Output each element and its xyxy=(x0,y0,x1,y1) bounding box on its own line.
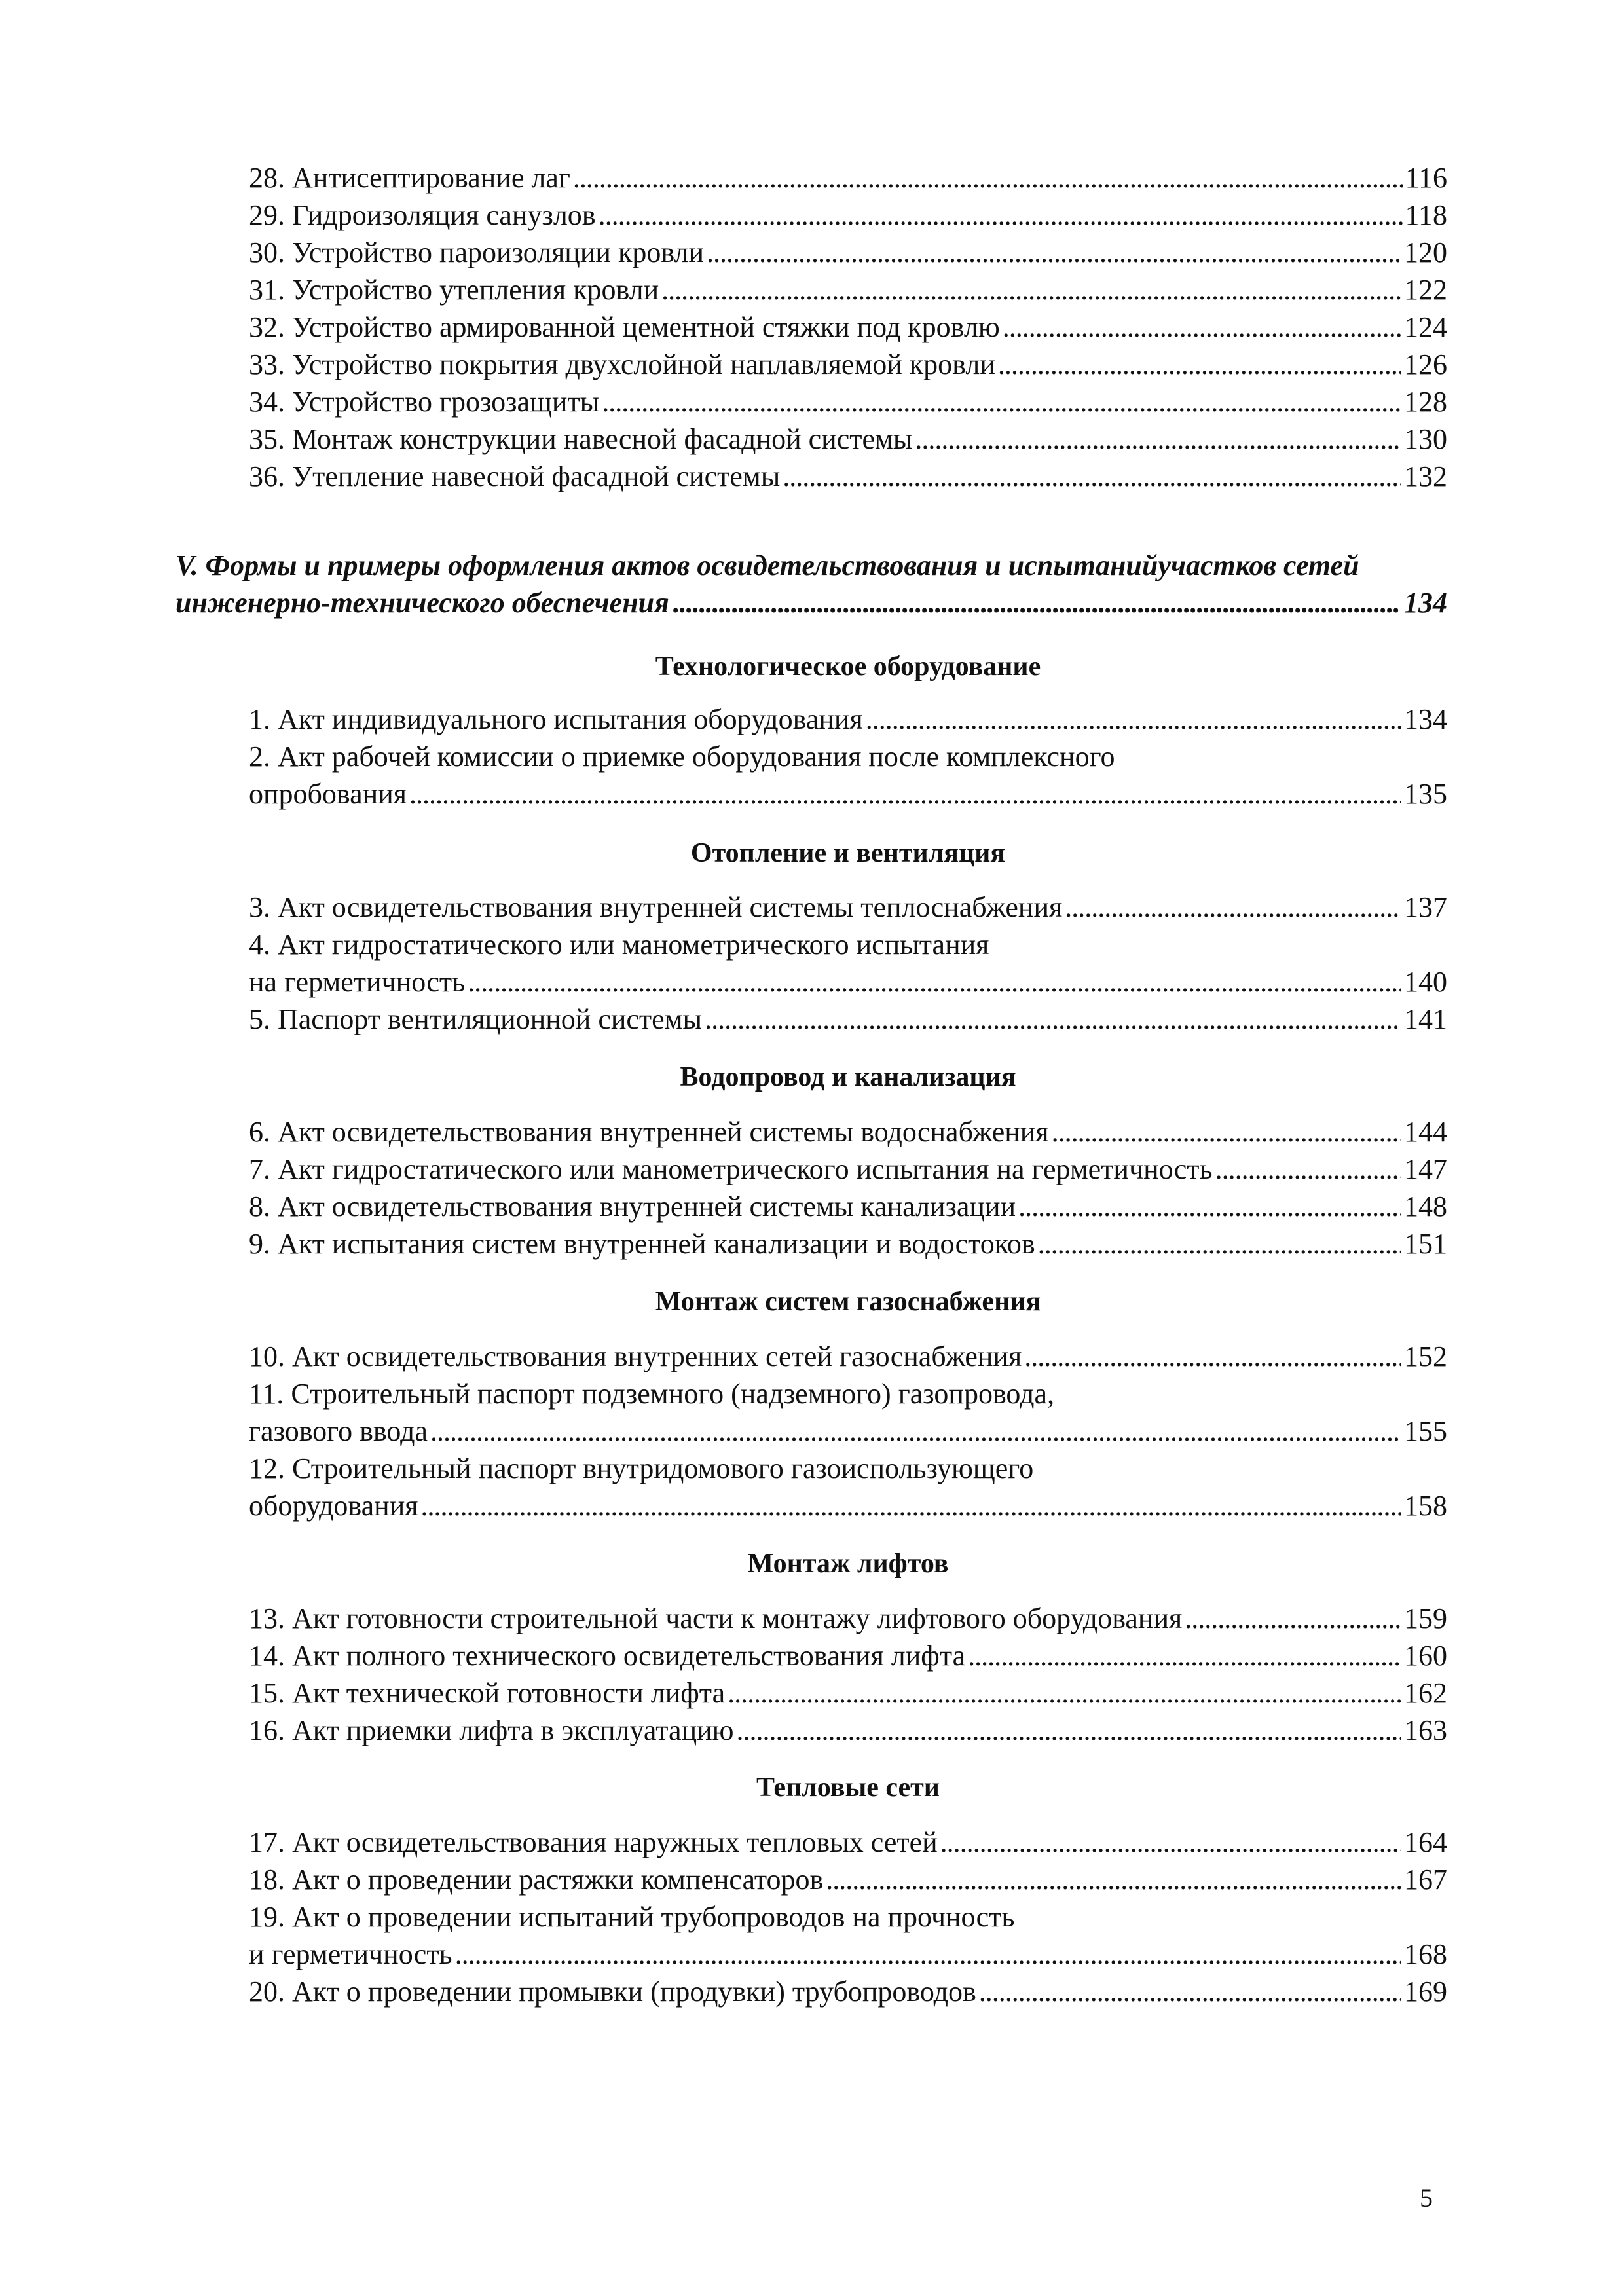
toc-entry-label: 4. Акт гидростатического или манометрического испытания xyxy=(249,929,989,961)
toc-entry-page: 164 xyxy=(1404,1826,1447,1858)
toc-entry[interactable] xyxy=(249,1973,1447,2010)
toc-list-gas xyxy=(249,1338,1447,1524)
toc-entry-label: 36. Утепление навесной фасадной системы xyxy=(249,460,781,492)
toc-entry[interactable] xyxy=(249,1338,1447,1375)
toc-entry[interactable] xyxy=(249,271,1447,308)
leader-dots xyxy=(673,584,1400,621)
leader-dots xyxy=(1065,889,1401,926)
leader-dots xyxy=(1018,1188,1401,1225)
leader-dots xyxy=(1038,1225,1401,1262)
toc-entry-line[interactable] xyxy=(249,1898,1447,1936)
toc-list-water xyxy=(249,1113,1447,1262)
toc-entry-label: 15. Акт технической готовности лифта xyxy=(249,1677,726,1709)
leader-dots xyxy=(737,1712,1401,1749)
toc-entry-page: 159 xyxy=(1404,1602,1447,1634)
toc-entry-label: 11. Строительный паспорт подземного (надземного) газопровода, xyxy=(249,1378,1055,1410)
toc-entry[interactable] xyxy=(249,458,1447,495)
toc-entry-page: 130 xyxy=(1404,423,1447,455)
toc-entry-label: 13. Акт готовности строительной части к монтажу лифтового оборудования xyxy=(249,1602,1183,1634)
toc-entry-label: 3. Акт освидетельствования внутренней системы теплоснабжения xyxy=(249,891,1063,923)
toc-entry-label-cont: газового ввода xyxy=(249,1415,428,1447)
toc-entry-line[interactable] xyxy=(249,1375,1447,1412)
subsection-title-gas: Монтаж систем газоснабжения xyxy=(655,1287,1041,1317)
toc-entry-label: 30. Устройство пароизоляции кровли xyxy=(249,236,705,268)
leader-dots xyxy=(728,1674,1401,1712)
leader-dots xyxy=(1052,1113,1401,1150)
toc-entry-page: 169 xyxy=(1404,1976,1447,2008)
leader-dots xyxy=(940,1824,1401,1861)
toc-entry-page: 140 xyxy=(1404,966,1447,998)
toc-entry-page: 158 xyxy=(1404,1490,1447,1522)
toc-entry[interactable] xyxy=(249,1824,1447,1861)
toc-entry[interactable] xyxy=(249,1001,1447,1038)
toc-entry-label-cont: оборудования xyxy=(249,1490,418,1522)
toc-entry[interactable] xyxy=(249,1150,1447,1188)
toc-entry-label: 8. Акт освидетельствования внутренней системы канализации xyxy=(249,1190,1016,1223)
toc-entry-label: 16. Акт приемки лифта в эксплуатацию xyxy=(249,1714,734,1746)
toc-entry-label: 35. Монтаж конструкции навесной фасадной системы xyxy=(249,423,913,455)
toc-entry-label: 34. Устройство грозозащиты xyxy=(249,386,600,418)
toc-entry-page: 141 xyxy=(1404,1003,1447,1035)
subsection-title-water: Водопровод и канализация xyxy=(680,1062,1016,1092)
toc-entry[interactable] xyxy=(249,1674,1447,1712)
toc-entry[interactable] xyxy=(249,308,1447,346)
toc-entry[interactable] xyxy=(249,420,1447,458)
toc-entry-label: 9. Акт испытания систем внутренней канализации и водостоков xyxy=(249,1228,1035,1260)
toc-entry-page: 168 xyxy=(1404,1938,1447,1970)
section-v-title-line1: V. Формы и примеры оформления актов освидетельствования и испытанийучастков сетей xyxy=(175,549,1359,581)
toc-entry-page: 122 xyxy=(1404,274,1447,306)
toc-entry-page: 124 xyxy=(1404,311,1447,343)
leader-dots xyxy=(968,1637,1401,1674)
section-v-heading[interactable] xyxy=(175,547,1447,621)
toc-entry-page: 118 xyxy=(1405,199,1447,231)
toc-entry[interactable] xyxy=(249,775,1447,813)
toc-entry[interactable] xyxy=(249,1712,1447,1749)
toc-entry-label-cont: и герметичность xyxy=(249,1938,452,1970)
toc-entry[interactable] xyxy=(249,1113,1447,1150)
toc-entry[interactable] xyxy=(249,1936,1447,1973)
toc-entry[interactable] xyxy=(249,1637,1447,1674)
toc-entry-label: 12. Строительный паспорт внутридомового газоиспользующего xyxy=(249,1452,1034,1484)
leader-dots xyxy=(573,159,1403,196)
toc-entry-page: 120 xyxy=(1404,236,1447,268)
leader-dots xyxy=(783,458,1401,495)
toc-entry[interactable] xyxy=(249,889,1447,926)
toc-entry-page: 137 xyxy=(1404,891,1447,923)
toc-entry-page: 128 xyxy=(1404,386,1447,418)
leader-dots xyxy=(1185,1600,1401,1637)
toc-entry-page: 162 xyxy=(1404,1677,1447,1709)
leader-dots xyxy=(599,196,1403,234)
toc-entry-label: 32. Устройство армированной цементной стяжки под кровлю xyxy=(249,311,1000,343)
toc-list-lifts xyxy=(249,1600,1447,1749)
toc-entry-label: 18. Акт о проведении растяжки компенсаторов xyxy=(249,1864,824,1896)
toc-entry[interactable] xyxy=(249,701,1447,738)
toc-entry[interactable] xyxy=(249,1600,1447,1637)
toc-entry[interactable] xyxy=(249,1225,1447,1262)
toc-entry[interactable] xyxy=(249,1412,1447,1450)
leader-dots xyxy=(705,1001,1401,1038)
toc-entry[interactable] xyxy=(249,1861,1447,1898)
page-number: 5 xyxy=(1420,2183,1433,2213)
toc-entry[interactable] xyxy=(249,383,1447,420)
leader-dots xyxy=(1215,1150,1401,1188)
toc-entry[interactable] xyxy=(249,1487,1447,1524)
toc-entry-label: 33. Устройство покрытия двухслойной наплавляемой кровли xyxy=(249,348,995,380)
leader-dots xyxy=(998,346,1401,383)
section-v-page: 134 xyxy=(1404,587,1447,619)
leader-dots xyxy=(826,1861,1401,1898)
toc-entry-page: 152 xyxy=(1404,1340,1447,1372)
toc-entry-page: 144 xyxy=(1404,1116,1447,1148)
toc-entry-page: 116 xyxy=(1405,162,1447,194)
leader-dots xyxy=(430,1412,1401,1450)
toc-entry[interactable] xyxy=(249,963,1447,1001)
toc-entry-line[interactable] xyxy=(249,738,1447,775)
leader-dots xyxy=(420,1487,1401,1524)
toc-entry-page: 126 xyxy=(1404,348,1447,380)
leader-dots xyxy=(468,963,1401,1001)
toc-entry-label: 17. Акт освидетельствования наружных тепловых сетей xyxy=(249,1826,938,1858)
leader-dots xyxy=(866,701,1401,738)
toc-entry-label: 5. Паспорт вентиляционной системы xyxy=(249,1003,703,1035)
toc-entry-page: 167 xyxy=(1404,1864,1447,1896)
leader-dots xyxy=(455,1936,1401,1973)
toc-entry-page: 132 xyxy=(1404,460,1447,492)
toc-entry-label: 20. Акт о проведении промывки (продувки) трубопроводов xyxy=(249,1976,976,2008)
toc-list-thermal xyxy=(249,1824,1447,2010)
toc-entry-label: 19. Акт о проведении испытаний трубопроводов на прочность xyxy=(249,1901,1015,1933)
toc-entry[interactable] xyxy=(249,196,1447,234)
toc-entry-label: 6. Акт освидетельствования внутренней системы водоснабжения xyxy=(249,1116,1049,1148)
toc-entry-label: 10. Акт освидетельствования внутренних сетей газоснабжения xyxy=(249,1340,1022,1372)
leader-dots xyxy=(1024,1338,1401,1375)
subsection-title-heating: Отопление и вентиляция xyxy=(690,838,1006,868)
toc-list-heating xyxy=(249,889,1447,1038)
toc-list-tech xyxy=(249,701,1447,813)
toc-entry-label-cont: на герметичность xyxy=(249,966,466,998)
toc-entry-label: 2. Акт рабочей комиссии о приемке оборудования после комплексного xyxy=(249,741,1115,773)
subsection-title-lifts: Монтаж лифтов xyxy=(747,1549,949,1579)
toc-entry[interactable] xyxy=(249,346,1447,383)
subsection-title-tech: Технологическое оборудование xyxy=(655,652,1041,682)
subsection-title-thermal: Тепловые сети xyxy=(756,1773,940,1803)
toc-entry-page: 163 xyxy=(1404,1714,1447,1746)
toc-entry-line[interactable] xyxy=(249,926,1447,963)
leader-dots xyxy=(979,1973,1401,2010)
toc-entry-page: 135 xyxy=(1404,778,1447,810)
toc-entry-label: 7. Акт гидростатического или манометрического испытания на герметичность xyxy=(249,1153,1213,1185)
toc-entry-label: 28. Антисептирование лаг xyxy=(249,162,570,194)
section-v-title-line2: инженерно-технического обеспечения xyxy=(175,587,669,619)
leader-dots xyxy=(661,271,1401,308)
toc-entry-label: 29. Гидроизоляция санузлов xyxy=(249,199,596,231)
toc-entry-line[interactable] xyxy=(249,1450,1447,1487)
toc-entry-page: 147 xyxy=(1404,1153,1447,1185)
toc-entry-page: 155 xyxy=(1404,1415,1447,1447)
toc-entry[interactable] xyxy=(249,159,1447,196)
toc-entry-page: 134 xyxy=(1404,703,1447,735)
toc-entry-page: 160 xyxy=(1404,1640,1447,1672)
toc-entry[interactable] xyxy=(249,1188,1447,1225)
toc-entry-page: 148 xyxy=(1404,1190,1447,1223)
toc-entry-label: 31. Устройство утепления кровли xyxy=(249,274,659,306)
leader-dots xyxy=(602,383,1401,420)
toc-list-part-iv xyxy=(249,159,1447,495)
toc-entry[interactable] xyxy=(249,234,1447,271)
leader-dots xyxy=(707,234,1401,271)
toc-entry-label-cont: опробования xyxy=(249,778,407,810)
leader-dots xyxy=(1003,308,1401,346)
toc-entry-page: 151 xyxy=(1404,1228,1447,1260)
toc-entry-label: 14. Акт полного технического освидетельствования лифта xyxy=(249,1640,966,1672)
leader-dots xyxy=(915,420,1401,458)
leader-dots xyxy=(409,775,1401,813)
toc-entry-label: 1. Акт индивидуального испытания оборудования xyxy=(249,703,863,735)
